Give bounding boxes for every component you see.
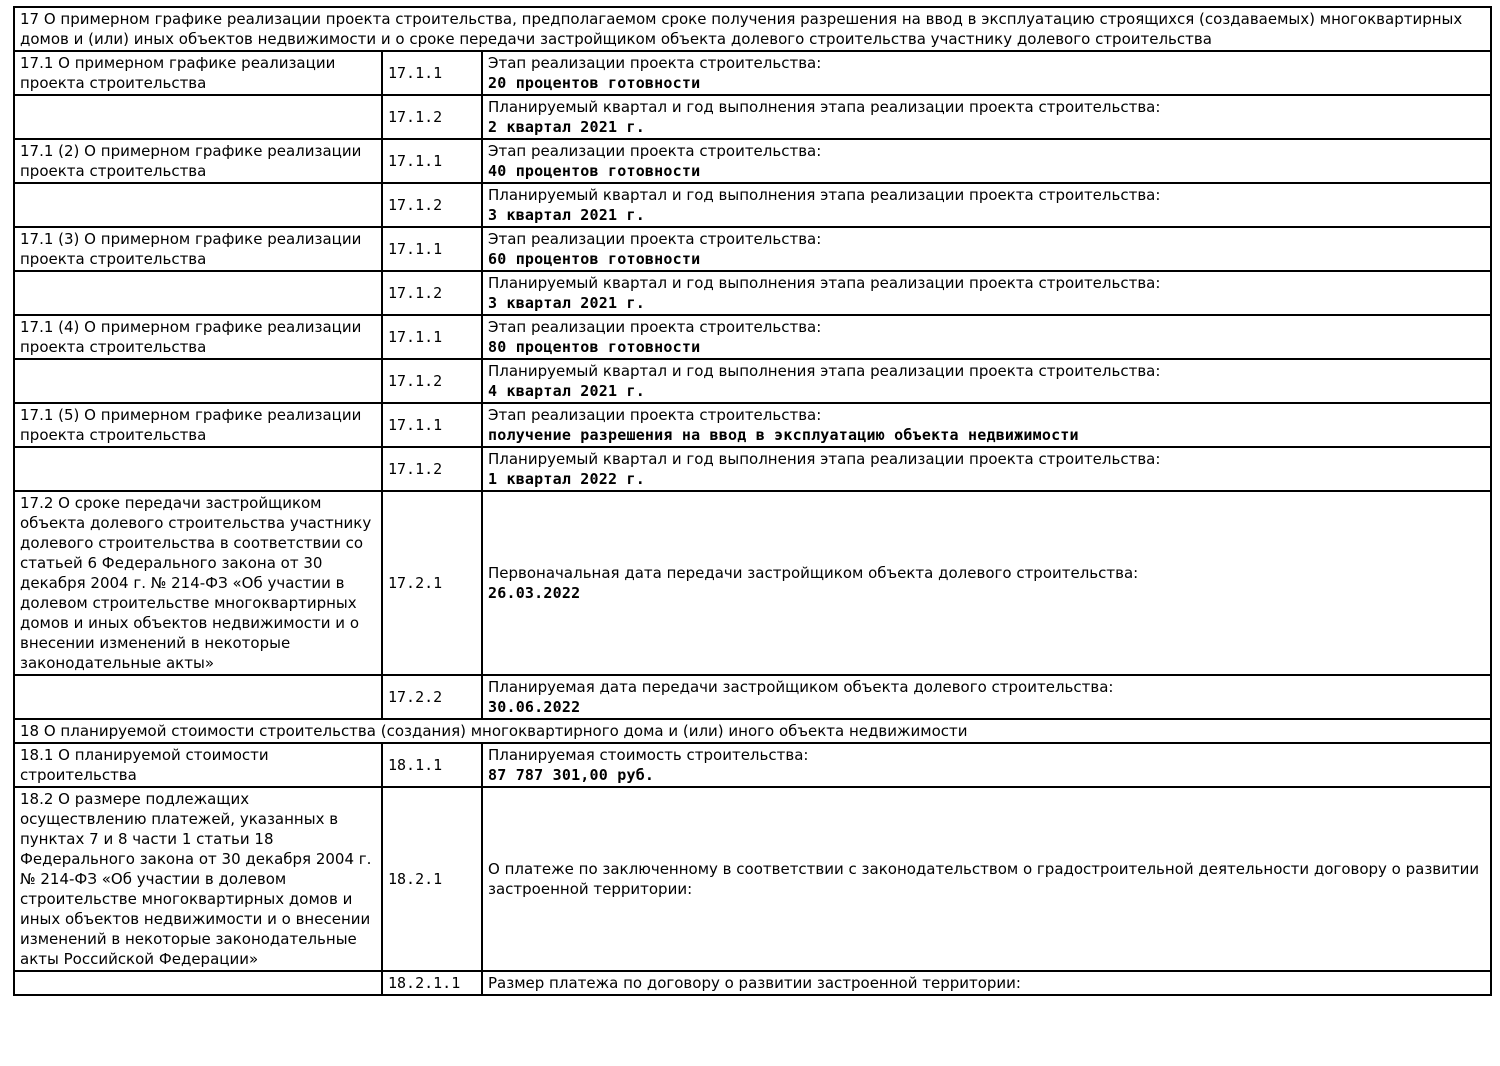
field-label: Этап реализации проекта строительства: [488, 142, 822, 160]
row-description: 17.1 (4) О примерном графике реализации проекта строительства [14, 315, 382, 359]
field-value: 20 процентов готовности [488, 74, 701, 92]
field-label: Этап реализации проекта строительства: [488, 318, 822, 336]
section-row [14, 7, 1491, 51]
data-row [14, 743, 1491, 787]
row-description: 17.1 (5) О примерном графике реализации проекта строительства [14, 403, 382, 447]
row-description: 18.2 О размере подлежащих осуществлению платежей, указанных в пунктах 7 и 8 части 1 статьи 18 Федерального закона от 30 декабря 2004 г. № 214-ФЗ «Об участии в долевом строительстве многоквартирных домов и иных объектов недвижимости и о внесении изменений в некоторые законодательные акты Российской Федерации» [14, 787, 382, 971]
row-code: 17.1.2 [382, 95, 482, 139]
row-description [14, 971, 382, 995]
row-description: 17.1 (3) О примерном графике реализации проекта строительства [14, 227, 382, 271]
row-code: 17.2.2 [382, 675, 482, 719]
row-description: 18.1 О планируемой стоимости строительства [14, 743, 382, 787]
row-code: 17.1.2 [382, 447, 482, 491]
row-content [482, 447, 1491, 491]
row-description: 17.1 (2) О примерном графике реализации проекта строительства [14, 139, 382, 183]
row-code: 17.1.1 [382, 51, 482, 95]
row-description: 17.1 О примерном графике реализации проекта строительства [14, 51, 382, 95]
section-header: 18 О планируемой стоимости строительства (создания) многоквартирного дома и (или) иного объекта недвижимости [14, 719, 1491, 743]
project-declaration-table [13, 6, 1492, 996]
data-row [14, 359, 1491, 403]
field-label: Планируемая стоимость строительства: [488, 746, 809, 764]
row-description: 17.2 О сроке передачи застройщиком объекта долевого строительства участнику долевого строительства в соответствии со статьей 6 Федерального закона от 30 декабря 2004 г. № 214-ФЗ «Об участии в долевом строительстве многоквартирных домов и иных объектов недвижимости и о внесении изменений в некоторые законодательные акты» [14, 491, 382, 675]
data-row [14, 787, 1491, 971]
section-header: 17 О примерном графике реализации проекта строительства, предполагаемом сроке получения разрешения на ввод в эксплуатацию строящихся (создаваемых) многоквартирных домов и (или) иных объектов недвижимости и о сроке передачи застройщиком объекта долевого строительства участнику долевого строительства [14, 7, 1491, 51]
field-value: 1 квартал 2022 г. [488, 470, 645, 488]
row-code: 17.1.1 [382, 227, 482, 271]
field-label: Планируемая дата передачи застройщиком объекта долевого строительства: [488, 678, 1114, 696]
data-row [14, 447, 1491, 491]
field-label: Планируемый квартал и год выполнения этапа реализации проекта строительства: [488, 98, 1161, 116]
field-label: Этап реализации проекта строительства: [488, 406, 822, 424]
row-content [482, 787, 1491, 971]
data-row [14, 183, 1491, 227]
field-label: Планируемый квартал и год выполнения этапа реализации проекта строительства: [488, 362, 1161, 380]
data-row [14, 403, 1491, 447]
row-content [482, 51, 1491, 95]
data-row [14, 271, 1491, 315]
row-content [482, 271, 1491, 315]
row-description [14, 183, 382, 227]
row-code: 17.1.2 [382, 183, 482, 227]
field-value: 60 процентов готовности [488, 250, 701, 268]
field-label: О платеже по заключенному в соответствии с законодательством о градостроительной деятельности договору о развитии застроенной территории: [488, 860, 1480, 898]
row-content [482, 403, 1491, 447]
row-content [482, 359, 1491, 403]
row-description [14, 675, 382, 719]
row-code: 17.1.2 [382, 271, 482, 315]
declaration-table-body [14, 7, 1491, 995]
row-code: 18.1.1 [382, 743, 482, 787]
row-content [482, 491, 1491, 675]
field-label: Планируемый квартал и год выполнения этапа реализации проекта строительства: [488, 450, 1161, 468]
row-description [14, 95, 382, 139]
field-label: Этап реализации проекта строительства: [488, 230, 822, 248]
section-row [14, 719, 1491, 743]
field-value: 3 квартал 2021 г. [488, 294, 645, 312]
row-code: 18.2.1.1 [382, 971, 482, 995]
field-value: получение разрешения на ввод в эксплуатацию объекта недвижимости [488, 426, 1079, 444]
data-row [14, 971, 1491, 995]
row-description [14, 447, 382, 491]
field-value: 4 квартал 2021 г. [488, 382, 645, 400]
field-value: 30.06.2022 [488, 698, 581, 716]
data-row [14, 491, 1491, 675]
row-code: 17.1.1 [382, 139, 482, 183]
row-content [482, 675, 1491, 719]
row-content [482, 743, 1491, 787]
data-row [14, 315, 1491, 359]
row-content [482, 139, 1491, 183]
field-label: Этап реализации проекта строительства: [488, 54, 822, 72]
data-row [14, 51, 1491, 95]
row-code: 17.2.1 [382, 491, 482, 675]
row-code: 18.2.1 [382, 787, 482, 971]
row-content [482, 95, 1491, 139]
row-description [14, 359, 382, 403]
field-value: 3 квартал 2021 г. [488, 206, 645, 224]
field-value: 2 квартал 2021 г. [488, 118, 645, 136]
data-row [14, 227, 1491, 271]
field-label: Планируемый квартал и год выполнения этапа реализации проекта строительства: [488, 186, 1161, 204]
row-content [482, 183, 1491, 227]
row-code: 17.1.1 [382, 403, 482, 447]
field-value: 80 процентов готовности [488, 338, 701, 356]
row-content [482, 227, 1491, 271]
field-value: 40 процентов готовности [488, 162, 701, 180]
row-code: 17.1.2 [382, 359, 482, 403]
row-description [14, 271, 382, 315]
data-row [14, 675, 1491, 719]
data-row [14, 95, 1491, 139]
field-label: Размер платежа по договору о развитии застроенной территории: [488, 974, 1021, 992]
field-label: Планируемый квартал и год выполнения этапа реализации проекта строительства: [488, 274, 1161, 292]
row-content [482, 971, 1491, 995]
row-content [482, 315, 1491, 359]
field-value: 87 787 301,00 руб. [488, 766, 655, 784]
field-value: 26.03.2022 [488, 584, 581, 602]
field-label: Первоначальная дата передачи застройщиком объекта долевого строительства: [488, 564, 1139, 582]
data-row [14, 139, 1491, 183]
row-code: 17.1.1 [382, 315, 482, 359]
